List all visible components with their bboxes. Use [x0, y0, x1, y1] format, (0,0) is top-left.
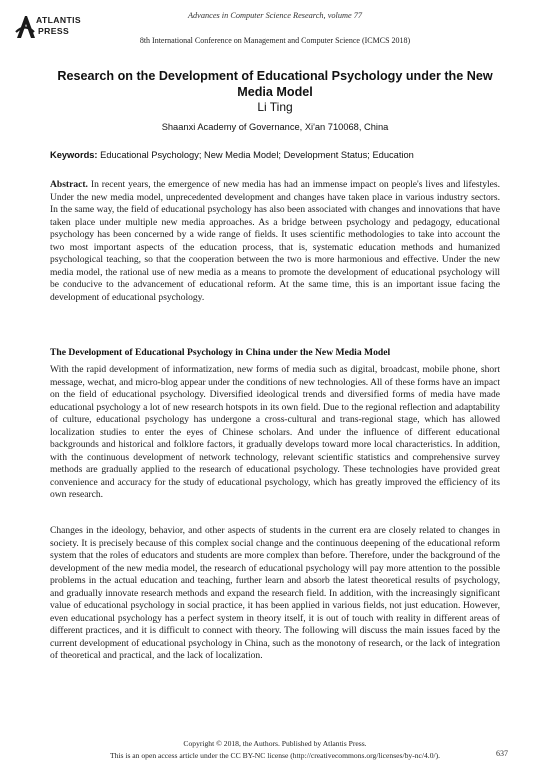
footer-license: This is an open access article under the CC BY-NC license (http://creativecommons.org/licenses/by-nc/4.0/). [109, 751, 441, 760]
keywords-line [50, 150, 510, 160]
footer-copyright: Copyright © 2018, the Authors. Published by Atlantis Press. [183, 739, 367, 748]
abstract-text: In recent years, the emergence of new media has had an immense impact on people's lives and lifestyles. Under the new media model, unprecedented development and changes have taken place in various industry sectors. In the same way, the field of educational psychology has also been associated with changes and innovations that have taken place under multiple new media approaches. As a bridge between psychology and pedagogy, educational psychology has been concerned by a wide range of fields. It uses scientific methodologies to take into account the two most important aspects of the education process, that is, systematic education methods and humanized psychological teaching, so that the cooperation between the two is more harmonious and effective. Under the new media model, the rational use of new media as a means to promote the development of educational psychology will be conducive to the advancement of educational reform. At the same time, this is an important issue facing the development of educational psychology. [50, 179, 500, 303]
journal-header: Advances in Computer Science Research, volume 77 [187, 11, 363, 20]
author-affiliation: Shaanxi Academy of Governance, Xi'an 710068, China [161, 122, 389, 132]
conference-header: 8th International Conference on Management and Computer Science (ICMCS 2018) [139, 36, 411, 45]
logo-text-atlantis: ATLANTIS [36, 15, 82, 25]
abstract [50, 179, 500, 304]
paper-title: Research on the Development of Educational Psychology under the New Media Model [57, 69, 493, 99]
paper-author: Li Ting [257, 100, 293, 114]
section-heading: The Development of Educational Psychology in China under the New Media Model [50, 347, 391, 358]
page-number: 637 [496, 749, 508, 758]
keywords-text: Educational Psychology; New Media Model; Development Status; Education [100, 150, 414, 160]
logo-text-press: PRESS [38, 26, 70, 36]
keywords-label: Keywords: [50, 150, 98, 160]
body-paragraph-1: With the rapid development of informatization, new forms of media such as digital, broadcast, mobile phone, short message, wechat, and micro-blog appear under the conditions of new technologies. All of these forms have an impact on the field of educational psychology. Diversified ideological trends and diversified forms of media have made educational psychology a lot of new research hotspots in its own field. Due to the regional reflection and adaptability of culture, educational psychology has undergone a cross-cultural and trans-regional stage, which has allowed localization studies to enter the eyes of Chinese scholars. And under the influence of different educational backgrounds and historical and folklore factors, it gradually develops toward more local characteristics. In addition, with the continuous development of network technology, relevant scientific statistics and comprehensive survey methods are gradually applied to the research of educational psychology. These technologies have provided great convenience and accuracy for the study of educational psychology, which has greatly improved the efficiency of its own research. [50, 364, 500, 501]
abstract-label: Abstract. [50, 179, 88, 190]
body-paragraph-2: Changes in the ideology, behavior, and other aspects of students in the current era are closely related to changes in society. It is precisely because of this complex social change and the continuous deepening of the educational reform system that the roles of educators and students are more complex than before. Therefore, under the background of the development of the new media model, the research of educational psychology will pay more attention to the possible problems in the actual education and teaching, further learn and absorb the latest theoretical results of psychology, and gradually innovate research methods and expand the research field. In addition, with the increasingly significant value of educational psychology in social practice, it has been applied in various fields, not just education. However, even educational psychology has a perfect system in theory itself, it is out of touch with reality in different areas of different practices, and it is difficult to connect with theory. The following will discuss the main issues faced by the current development of educational psychology in China, such as the monotony of research, or the lack of integration of theoretical and practical, and the lack of localization. [50, 525, 500, 662]
